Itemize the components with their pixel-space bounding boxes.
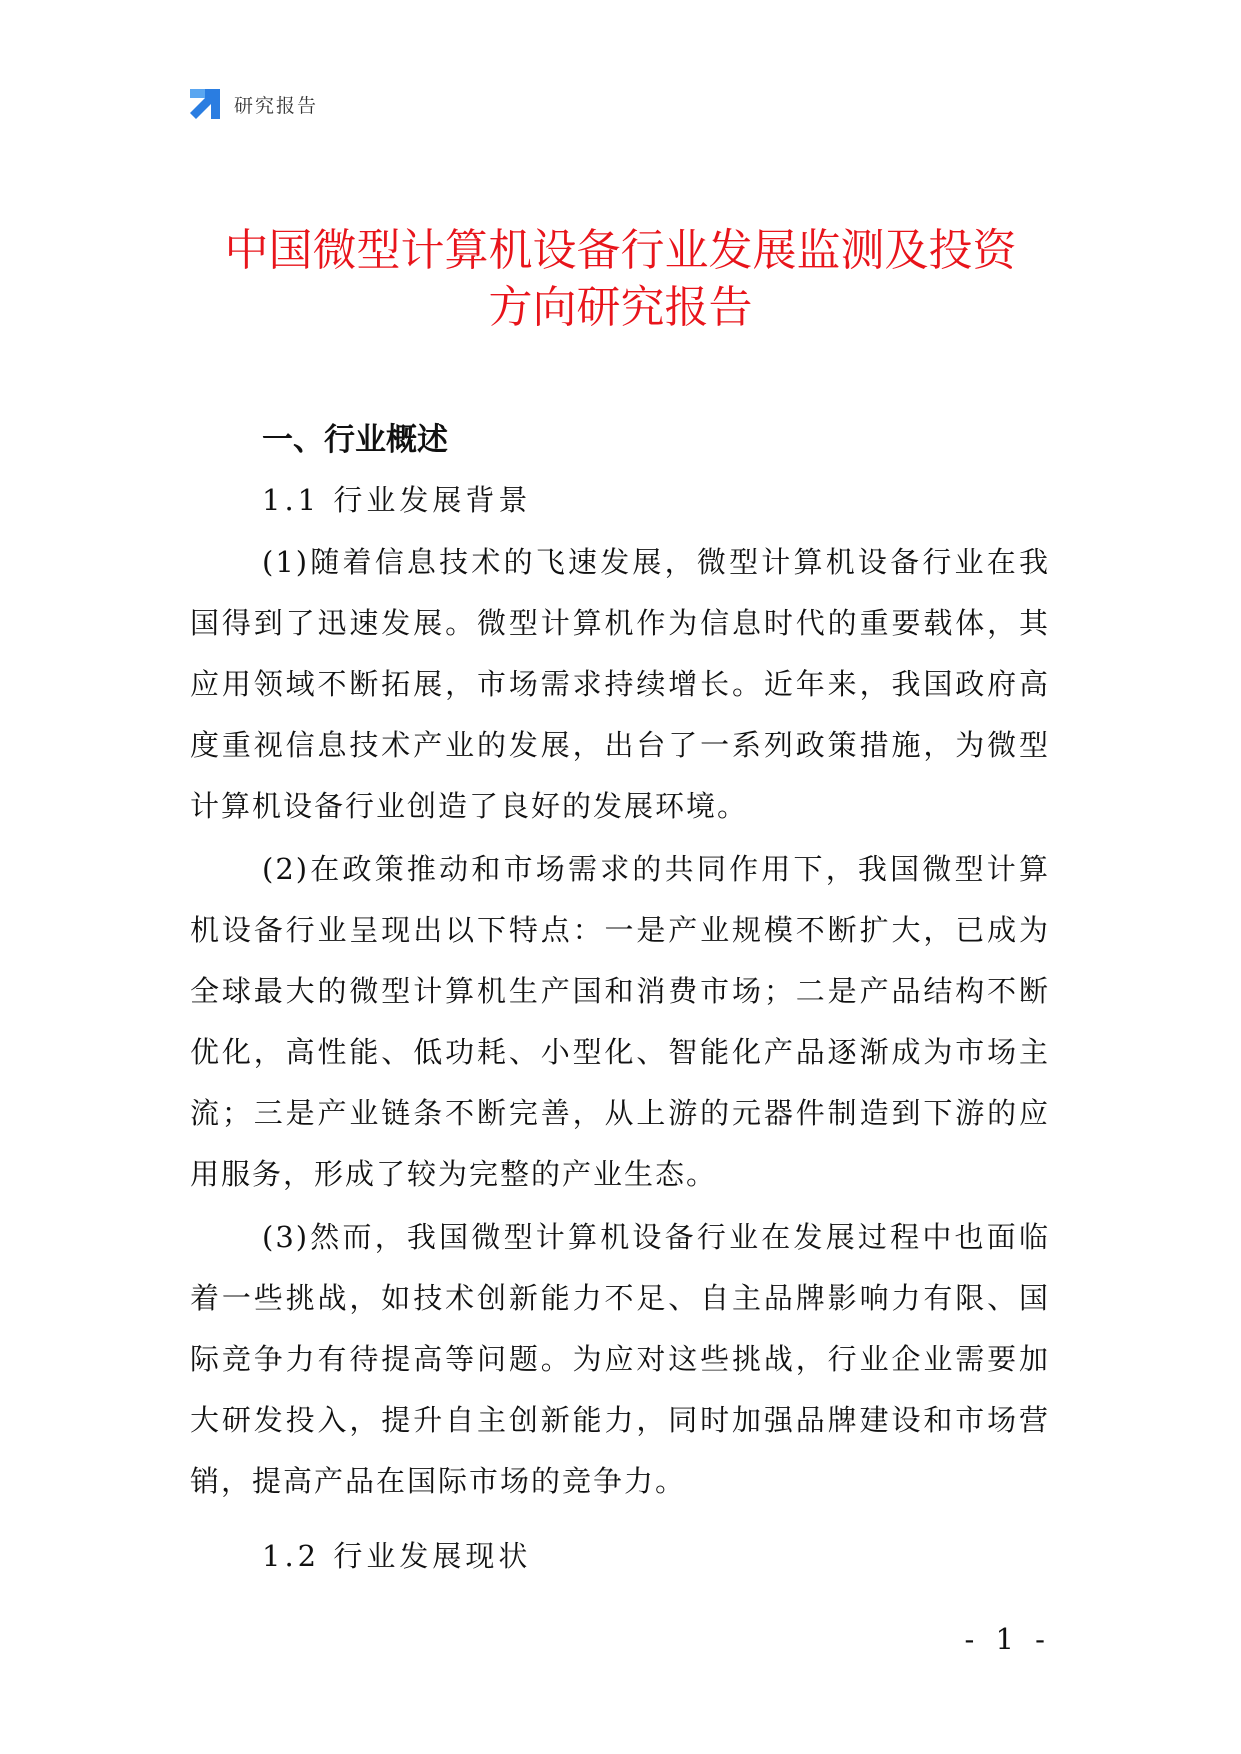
subsection-heading-status: 1.2 行业发展现状 — [262, 1539, 532, 1573]
paragraph-1: (1)随着信息技术的飞速发展，微型计算机设备行业在我国得到了迅速发展。微型计算机作为信息时代的重要载体，其应用领域不断拓展，市场需求持续增长。近年来，我国政府高度重视信息技术产业的发展，出台了一系列政策措施，为微型计算机设备行业创造了良好的发展环境。 — [190, 545, 1050, 823]
paragraph-2: (2)在政策推动和市场需求的共同作用下，我国微型计算机设备行业呈现出以下特点：一是产业规模不断扩大，已成为全球最大的微型计算机生产国和消费市场；二是产品结构不断优化，高性能、低功耗、小型化、智能化产品逐渐成为市场主流；三是产业链条不断完善，从上游的元器件制造到下游的应用服务，形成了较为完整的产业生态。 — [190, 852, 1050, 1191]
title-line-2: 方向研究报告 — [488, 282, 753, 333]
subsection-heading-background: 1.1 行业发展背景 — [262, 483, 532, 517]
title-line-1: 中国微型计算机设备行业发展监测及投资 — [224, 225, 1017, 276]
page-number: - 1 - — [964, 1622, 1051, 1656]
page-header — [188, 86, 318, 122]
document-title — [150, 222, 1091, 336]
header-label: 研究报告 — [234, 94, 319, 117]
paragraph-3: (3)然而，我国微型计算机设备行业在发展过程中也面临着一些挑战，如技术创新能力不足、自主品牌影响力有限、国际竞争力有待提高等问题。为应对这些挑战，行业企业需要加大研发投入，提升自主创新能力，同时加强品牌建设和市场营销，提高产品在国际市场的竞争力。 — [190, 1220, 1050, 1498]
arrow-logo-icon — [188, 87, 222, 121]
section-heading-overview: 一、行业概述 — [262, 422, 448, 458]
